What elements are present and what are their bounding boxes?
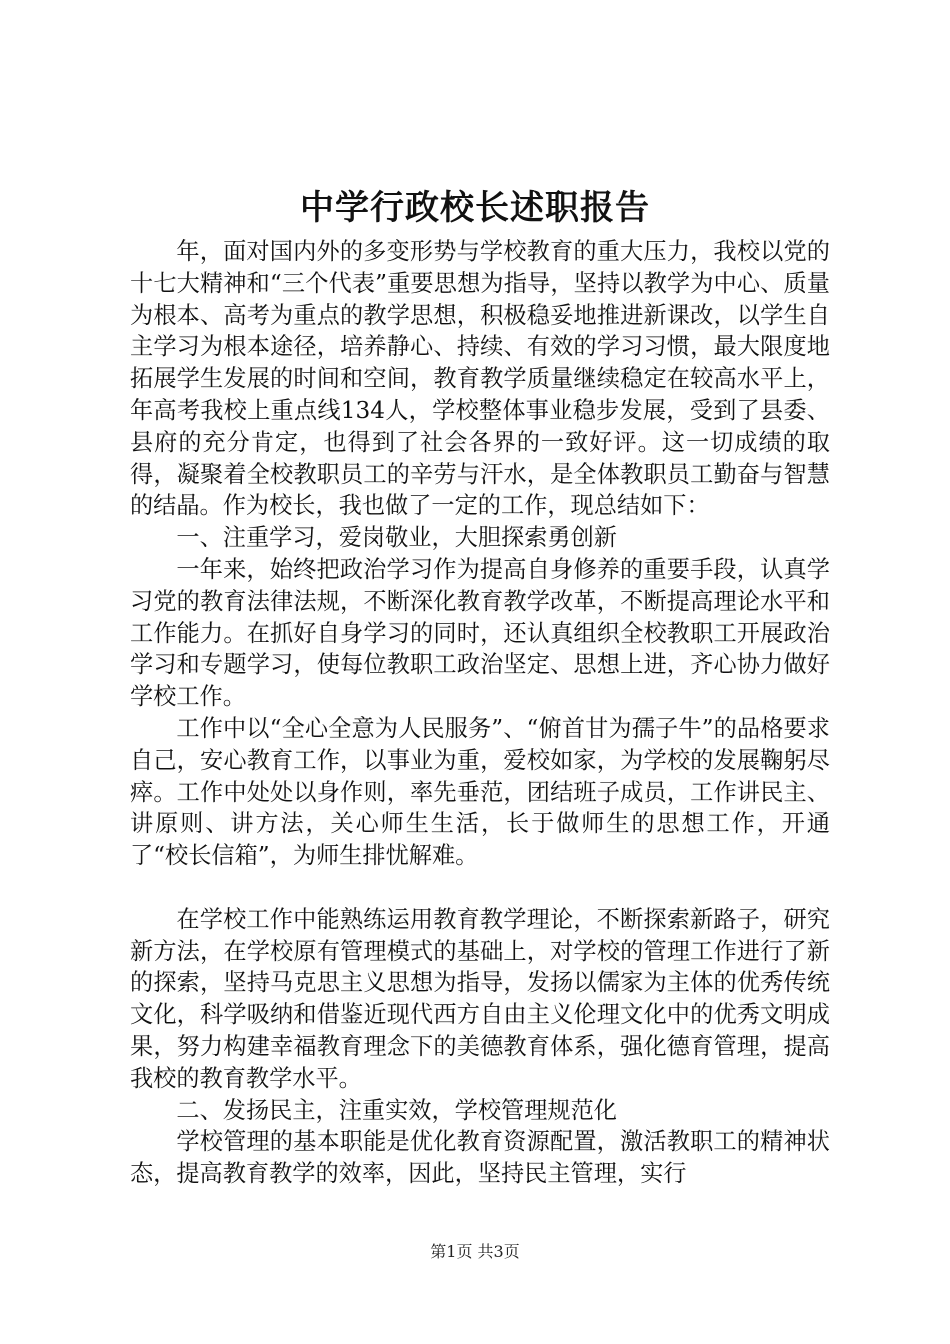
paragraph-theory: 在学校工作中能熟练运用教育教学理论，不断探索新路子，研究新方法，在学校原有管理模式的基础上，对学校的管理工作进行了新的探索，坚持马克思主义思想为指导，发扬以儒家为主体的优秀传统文化，科学吸纳和借鉴近现代西方自由主义伦理文化中的优秀文明成果，努力构建幸福教育理念下的美德教育体系，强化德育管理，提高我校的教育教学水平。 — [130, 905, 830, 1092]
section-heading-2: 二、发扬民主，注重实效，学校管理规范化 — [176, 1096, 617, 1124]
document-title: 中学行政校长述职报告 — [300, 188, 650, 228]
document-body — [130, 236, 830, 1190]
paragraph-management: 学校管理的基本职能是优化教育资源配置，激活教职工的精神状态，提高教育教学的效率，因此，坚持民主管理，实行 — [130, 1128, 830, 1188]
paragraph-study: 一年来，始终把政治学习作为提高自身修养的重要手段，认真学习党的教育法律法规，不断深化教育教学改革，不断提高理论水平和工作能力。在抓好自身学习的同时，还认真组织全校教职工开展政治学习和专题学习，使每位教职工政治坚定、思想上进，齐心协力做好学校工作。 — [130, 555, 830, 711]
section-heading-1: 一、注重学习，爱岗敬业，大胆探索勇创新 — [176, 524, 617, 552]
paragraph-intro: 年，面对国内外的多变形势与学校教育的重大压力，我校以党的十七大精神和“三个代表”重要思想为指导，坚持以教学为中心、质量为根本、高考为重点的教学思想，积极稳妥地推进新课改，以学生自主学习为根本途径，培养静心、持续、有效的学习习惯，最大限度地拓展学生发展的时间和空间，教育教学质量继续稳定在较高水平上，年高考我校上重点线134人，学校整体事业稳步发展，受到了县委、县府的充分肯定，也得到了社会各界的一致好评。这一切成绩的取得，凝聚着全校教职员工的辛劳与汗水，是全体教职员工勤奋与智慧的结晶。作为校长，我也做了一定的工作，现总结如下： — [130, 238, 830, 520]
page-number-footer: 第1页 共3页 — [430, 1242, 520, 1261]
paragraph-service: 工作中以“全心全意为人民服务”、“俯首甘为孺子牛”的品格要求自己，安心教育工作，以事业为重，爱校如家，为学校的发展鞠躬尽瘁。工作中处处以身作则，率先垂范，团结班子成员，工作讲民主、讲原则、讲方法，关心师生生活，长于做师生的思想工作，开通了“校长信箱”，为师生排忧解难。 — [130, 714, 830, 870]
